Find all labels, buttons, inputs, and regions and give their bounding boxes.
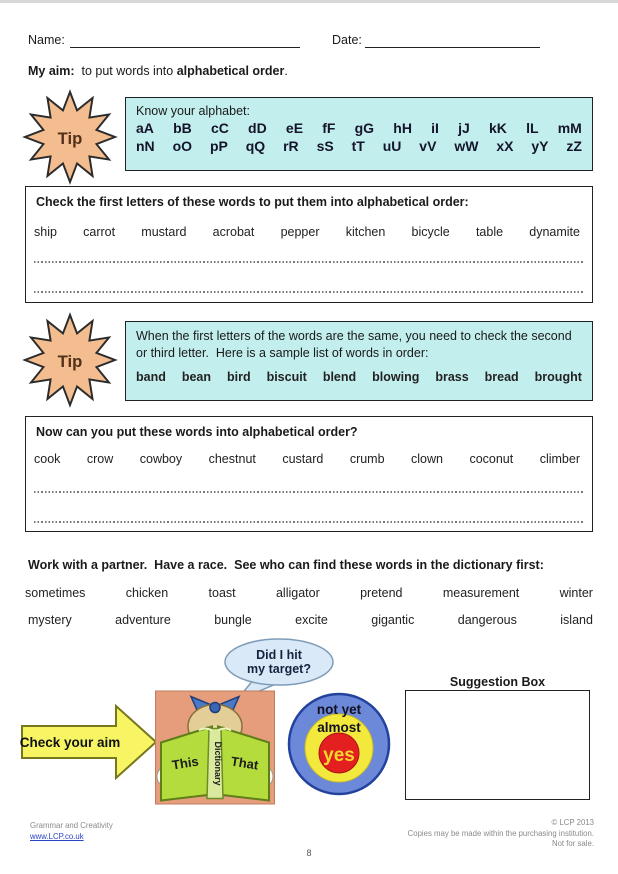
word-item: bicycle [411, 225, 450, 239]
word-item: bread [484, 370, 519, 384]
aim-suffix: . [284, 64, 288, 78]
word-item: eE [285, 120, 304, 136]
footer-copyright [314, 818, 594, 850]
tip-badge-label: Tip [57, 351, 83, 371]
copyright-line: © LCP 2013 [551, 818, 594, 827]
word-item: yY [531, 138, 549, 154]
word-item: gG [354, 120, 375, 136]
word-item: iI [431, 120, 439, 136]
word-item: bB [173, 120, 192, 136]
word-item: alligator [275, 586, 320, 600]
tip1-box [125, 97, 593, 171]
name-fill-line[interactable] [70, 33, 300, 48]
word-item: carrot [83, 225, 116, 239]
answer-line-2[interactable] [34, 291, 584, 293]
word-item: clown [411, 452, 443, 466]
word-item: vV [419, 138, 437, 154]
date-label: Date: [332, 33, 362, 47]
word-item: cook [34, 452, 61, 466]
aim-statement [28, 64, 288, 78]
word-item: tT [351, 138, 365, 154]
footer-publisher: Grammar and Creativity [30, 821, 113, 830]
word-item: chestnut [208, 452, 256, 466]
word-item: band [136, 370, 166, 384]
word-item: biscuit [266, 370, 307, 384]
word-item: coconut [469, 452, 514, 466]
word-item: mustard [141, 225, 187, 239]
word-item: pepper [280, 225, 320, 239]
word-item: jJ [458, 120, 470, 136]
word-item: aA [136, 120, 154, 136]
alphabet-row-1 [136, 119, 582, 137]
tip1-heading: Know your alphabet: [136, 104, 250, 118]
bubble-text-line1: Did I hit [256, 648, 302, 662]
word-item: mystery [28, 613, 72, 627]
word-item: wW [454, 138, 479, 154]
reading-child-illustration [155, 690, 275, 805]
tip-starburst-icon [18, 88, 122, 186]
answer-line-1[interactable] [34, 261, 584, 263]
bubble-text-line2: my target? [247, 662, 311, 676]
exercise1-words [34, 225, 580, 239]
word-item: brought [534, 370, 582, 384]
tip2-words [136, 370, 582, 384]
copies-line: Copies may be made within the purchasing institution. [407, 828, 594, 838]
word-item: ship [34, 225, 57, 239]
word-item: bird [226, 370, 251, 384]
answer-line-1[interactable] [34, 491, 584, 493]
date-fill-line[interactable] [365, 33, 540, 48]
book-spine-label: Dictionary [213, 741, 223, 786]
tip2-text: When the first letters of the words are the same, you need to check the second or third letter. Here is a sample list of words in order: [136, 329, 576, 360]
aim-middle: to put words into [74, 64, 177, 78]
exercise2-box [25, 416, 593, 532]
word-item: dynamite [529, 225, 580, 239]
word-item: uU [382, 138, 402, 154]
target-middle-label: almost [317, 720, 361, 735]
word-item: measurement [442, 586, 520, 600]
word-item: cowboy [139, 452, 183, 466]
word-item: blowing [372, 370, 420, 384]
not-for-sale-line: Not for sale. [551, 839, 594, 848]
partner-words-row1 [25, 586, 593, 600]
word-item: xX [496, 138, 514, 154]
exercise2-heading: Now can you put these words into alphabetical order? [36, 425, 358, 439]
word-item: kitchen [345, 225, 386, 239]
word-item: nN [136, 138, 155, 154]
partner-words-row2 [28, 613, 593, 627]
word-item: sS [316, 138, 334, 154]
word-item: bean [181, 370, 212, 384]
book-left-page-label: This [170, 753, 200, 773]
word-item: chicken [125, 586, 169, 600]
target-icon [286, 691, 392, 797]
alphabet-row-2 [136, 137, 582, 155]
suggestion-box-label: Suggestion Box [449, 675, 546, 689]
word-item: hH [393, 120, 412, 136]
word-item: qQ [245, 138, 266, 154]
word-item: cC [210, 120, 229, 136]
word-item: pP [209, 138, 228, 154]
page-number: 8 [306, 848, 312, 858]
exercise2-words [34, 452, 580, 466]
word-item: excite [295, 613, 328, 627]
word-item: blend [322, 370, 357, 384]
footer-website-link[interactable]: www.LCP.co.uk [30, 832, 84, 841]
target-outer-label: not yet [316, 702, 362, 717]
tip2-box [125, 321, 593, 401]
word-item: winter [559, 586, 593, 600]
word-item: dD [248, 120, 267, 136]
word-item: oO [172, 138, 193, 154]
word-item: dangerous [457, 613, 517, 627]
word-item: acrobat [212, 225, 255, 239]
book-right-page-label: That [229, 753, 260, 773]
answer-line-2[interactable] [34, 521, 584, 523]
word-item: sometimes [25, 586, 86, 600]
word-item: bungle [214, 613, 252, 627]
word-item: custard [282, 452, 324, 466]
word-item: toast [208, 586, 236, 600]
aim-prefix: My aim: [28, 64, 75, 78]
check-aim-arrow [20, 700, 160, 784]
word-item: rR [283, 138, 299, 154]
word-item: kK [488, 120, 507, 136]
word-item: crumb [349, 452, 385, 466]
word-item: island [560, 613, 593, 627]
exercise1-box [25, 186, 593, 303]
word-item: gigantic [371, 613, 415, 627]
bow-knot [210, 703, 220, 713]
aim-bold: alphabetical order [176, 64, 285, 78]
word-item: lL [526, 120, 539, 136]
name-label: Name: [28, 33, 65, 47]
word-item: table [475, 225, 504, 239]
word-item: brass [435, 370, 469, 384]
word-item: zZ [566, 138, 582, 154]
tip-badge-label: Tip [57, 128, 83, 148]
word-item: adventure [115, 613, 171, 627]
word-item: mM [557, 120, 582, 136]
partner-heading: Work with a partner. Have a race. See who can find these words in the dictionary first: [28, 558, 544, 572]
suggestion-box[interactable] [405, 690, 590, 800]
arrow-label: Check your aim [20, 735, 121, 750]
word-item: crow [86, 452, 114, 466]
word-item: climber [539, 452, 580, 466]
target-inner-label: yes [323, 745, 355, 766]
exercise1-heading: Check the first letters of these words to put them into alphabetical order: [36, 195, 469, 209]
tip-starburst-icon [18, 311, 122, 409]
word-item: fF [322, 120, 336, 136]
word-item: pretend [360, 586, 403, 600]
